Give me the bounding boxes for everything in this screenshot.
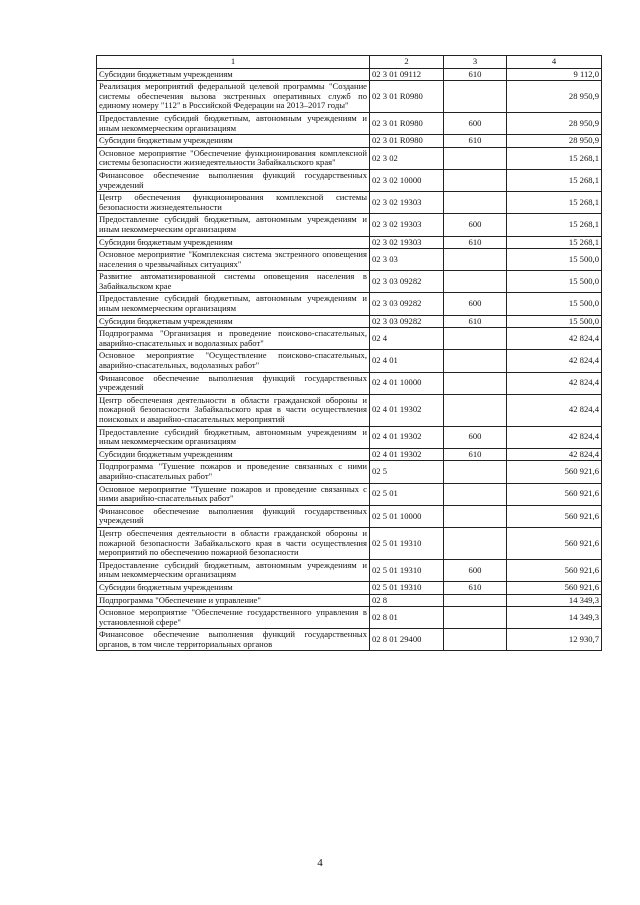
table-row: [97, 461, 602, 483]
row-expense-type: [444, 81, 507, 113]
row-expense-type: 600: [444, 214, 507, 236]
table-row: [97, 249, 602, 271]
row-code: 02 3 01 R0980: [370, 135, 444, 148]
column-number-2: 2: [370, 56, 444, 69]
row-amount: 15 500,0: [507, 249, 602, 271]
row-code: 02 5 01 19310: [370, 559, 444, 581]
row-expense-type: [444, 394, 507, 426]
row-amount: 15 268,1: [507, 214, 602, 236]
row-name: Реализация мероприятий федеральной целевой программы "Создание системы обеспечения вызова экстренных оперативных служб по единому номеру "112" в Российской Федерации на 2013–2017 годы": [97, 81, 370, 113]
row-amount: 15 268,1: [507, 169, 602, 191]
row-name: Основное мероприятие "Обеспечение государственного управления в установленной сфере": [97, 607, 370, 629]
row-code: 02 3 02: [370, 147, 444, 169]
table-row: [97, 594, 602, 607]
row-amount: 15 500,0: [507, 271, 602, 293]
row-code: 02 3 02 10000: [370, 169, 444, 191]
row-name: Субсидии бюджетным учреждениям: [97, 315, 370, 328]
row-expense-type: 610: [444, 135, 507, 148]
row-expense-type: [444, 483, 507, 505]
row-code: 02 5 01 19310: [370, 527, 444, 559]
table-row: [97, 293, 602, 315]
row-amount: 28 950,9: [507, 112, 602, 134]
row-expense-type: 610: [444, 236, 507, 249]
row-name: Подпрограмма "Организация и проведение поисково-спасательных, аварийно-спасательных и водолазных работ": [97, 328, 370, 350]
row-expense-type: [444, 249, 507, 271]
row-name: Центр обеспечения функционирования комплексной системы безопасности жизнедеятельности: [97, 192, 370, 214]
row-amount: 42 824,4: [507, 426, 602, 448]
row-amount: 560 921,6: [507, 559, 602, 581]
row-code: 02 5: [370, 461, 444, 483]
row-amount: 14 349,3: [507, 594, 602, 607]
column-number-row: [97, 56, 602, 69]
row-expense-type: 600: [444, 426, 507, 448]
row-expense-type: [444, 505, 507, 527]
row-name: Центр обеспечения деятельности в области гражданской обороны и пожарной безопасности Забайкальского края в части осуществления поисковых и аварийно-спасательных мероприятий: [97, 394, 370, 426]
row-name: Предоставление субсидий бюджетным, автономным учреждениям и иным некоммерческим организациям: [97, 293, 370, 315]
table-row: [97, 581, 602, 594]
row-name: Субсидии бюджетным учреждениям: [97, 581, 370, 594]
table-row: [97, 112, 602, 134]
table-row: [97, 192, 602, 214]
table-row: [97, 214, 602, 236]
row-expense-type: 600: [444, 112, 507, 134]
row-expense-type: [444, 594, 507, 607]
table-row: [97, 483, 602, 505]
row-code: 02 3 02 19303: [370, 214, 444, 236]
row-code: 02 4 01 19302: [370, 394, 444, 426]
row-amount: 9 112,0: [507, 68, 602, 81]
row-amount: 28 950,9: [507, 81, 602, 113]
row-name: Субсидии бюджетным учреждениям: [97, 448, 370, 461]
row-amount: 42 824,4: [507, 328, 602, 350]
row-amount: 15 268,1: [507, 192, 602, 214]
row-name: Основное мероприятие "Осуществление поисково-спасательных, аварийно-спасательных, водолазных работ": [97, 350, 370, 372]
row-code: 02 8 01: [370, 607, 444, 629]
row-amount: 42 824,4: [507, 350, 602, 372]
column-number-4: 4: [507, 56, 602, 69]
budget-table: [96, 55, 602, 651]
table-row: [97, 169, 602, 191]
row-amount: 15 500,0: [507, 293, 602, 315]
row-amount: 42 824,4: [507, 372, 602, 394]
table-row: [97, 607, 602, 629]
row-name: Предоставление субсидий бюджетным, автономным учреждениям и иным некоммерческим организациям: [97, 559, 370, 581]
table-row: [97, 527, 602, 559]
table-row: [97, 394, 602, 426]
table-row: [97, 147, 602, 169]
row-expense-type: [444, 192, 507, 214]
table-row: [97, 629, 602, 651]
row-name: Центр обеспечения деятельности в области гражданской обороны и пожарной безопасности Забайкальского края в части осуществления мероприятий по обеспечению пожарной безопасности: [97, 527, 370, 559]
row-amount: 42 824,4: [507, 394, 602, 426]
row-name: Финансовое обеспечение выполнения функций государственных учреждений: [97, 372, 370, 394]
row-code: 02 5 01 10000: [370, 505, 444, 527]
row-code: 02 3 03 09282: [370, 271, 444, 293]
row-expense-type: [444, 607, 507, 629]
table-row: [97, 505, 602, 527]
row-code: 02 3 03 09282: [370, 293, 444, 315]
row-expense-type: 600: [444, 293, 507, 315]
row-expense-type: [444, 271, 507, 293]
row-name: Основное мероприятие "Обеспечение функционирования комплексной системы безопасности жизнедеятельности Забайкальского края": [97, 147, 370, 169]
table-row: [97, 372, 602, 394]
row-name: Предоставление субсидий бюджетным, автономным учреждениям и иным некоммерческим организациям: [97, 426, 370, 448]
table-row: [97, 236, 602, 249]
row-expense-type: [444, 350, 507, 372]
row-name: Финансовое обеспечение выполнения функций государственных органов, в том числе территориальных органов: [97, 629, 370, 651]
row-expense-type: [444, 169, 507, 191]
row-code: 02 3 03: [370, 249, 444, 271]
row-name: Финансовое обеспечение выполнения функций государственных учреждений: [97, 505, 370, 527]
table-row: [97, 81, 602, 113]
row-name: Развитие автоматизированной системы оповещения населения в Забайкальском крае: [97, 271, 370, 293]
table-row: [97, 315, 602, 328]
row-code: 02 3 01 R0980: [370, 81, 444, 113]
row-code: 02 3 03 09282: [370, 315, 444, 328]
row-name: Финансовое обеспечение выполнения функций государственных учреждений: [97, 169, 370, 191]
row-code: 02 3 01 R0980: [370, 112, 444, 134]
row-name: Предоставление субсидий бюджетным, автономным учреждениям и иным некоммерческим организациям: [97, 112, 370, 134]
row-amount: 28 950,9: [507, 135, 602, 148]
row-amount: 560 921,6: [507, 581, 602, 594]
row-name: Основное мероприятие "Комплексная система экстренного оповещения населения о чрезвычайных ситуациях": [97, 249, 370, 271]
row-expense-type: [444, 629, 507, 651]
row-code: 02 4 01 19302: [370, 426, 444, 448]
row-expense-type: 600: [444, 559, 507, 581]
row-code: 02 3 02 19303: [370, 236, 444, 249]
row-expense-type: 610: [444, 448, 507, 461]
row-code: 02 4 01: [370, 350, 444, 372]
row-amount: 15 500,0: [507, 315, 602, 328]
row-code: 02 4 01 10000: [370, 372, 444, 394]
table-row: [97, 135, 602, 148]
row-name: Предоставление субсидий бюджетным, автономным учреждениям и иным некоммерческим организациям: [97, 214, 370, 236]
column-number-1: 1: [97, 56, 370, 69]
row-expense-type: 610: [444, 315, 507, 328]
row-name: Подпрограмма "Тушение пожаров и проведение связанных с ними аварийно-спасательных работ": [97, 461, 370, 483]
row-code: 02 4 01 19302: [370, 448, 444, 461]
row-expense-type: [444, 328, 507, 350]
column-number-3: 3: [444, 56, 507, 69]
row-name: Субсидии бюджетным учреждениям: [97, 135, 370, 148]
row-expense-type: [444, 147, 507, 169]
page-number: 4: [317, 857, 323, 869]
row-amount: 14 349,3: [507, 607, 602, 629]
row-code: 02 5 01 19310: [370, 581, 444, 594]
table-row: [97, 271, 602, 293]
row-name: Субсидии бюджетным учреждениям: [97, 68, 370, 81]
row-code: 02 8 01 29400: [370, 629, 444, 651]
row-amount: 560 921,6: [507, 461, 602, 483]
row-expense-type: [444, 527, 507, 559]
row-expense-type: [444, 372, 507, 394]
row-code: 02 4: [370, 328, 444, 350]
row-amount: 15 268,1: [507, 236, 602, 249]
row-amount: 560 921,6: [507, 505, 602, 527]
row-expense-type: [444, 461, 507, 483]
row-name: Основное мероприятие "Тушение пожаров и проведение связанных с ними аварийно-спасательных работ": [97, 483, 370, 505]
row-amount: 12 930,7: [507, 629, 602, 651]
budget-table-body: [97, 56, 602, 651]
row-amount: 560 921,6: [507, 527, 602, 559]
row-code: 02 8: [370, 594, 444, 607]
row-amount: 560 921,6: [507, 483, 602, 505]
table-row: [97, 448, 602, 461]
row-expense-type: 610: [444, 68, 507, 81]
table-row: [97, 68, 602, 81]
row-code: 02 3 02 19303: [370, 192, 444, 214]
row-code: 02 3 01 09112: [370, 68, 444, 81]
row-name: Субсидии бюджетным учреждениям: [97, 236, 370, 249]
row-name: Подпрограмма "Обеспечение и управление": [97, 594, 370, 607]
table-row: [97, 350, 602, 372]
row-amount: 42 824,4: [507, 448, 602, 461]
row-code: 02 5 01: [370, 483, 444, 505]
table-row: [97, 426, 602, 448]
row-amount: 15 268,1: [507, 147, 602, 169]
table-row: [97, 559, 602, 581]
row-expense-type: 610: [444, 581, 507, 594]
table-row: [97, 328, 602, 350]
